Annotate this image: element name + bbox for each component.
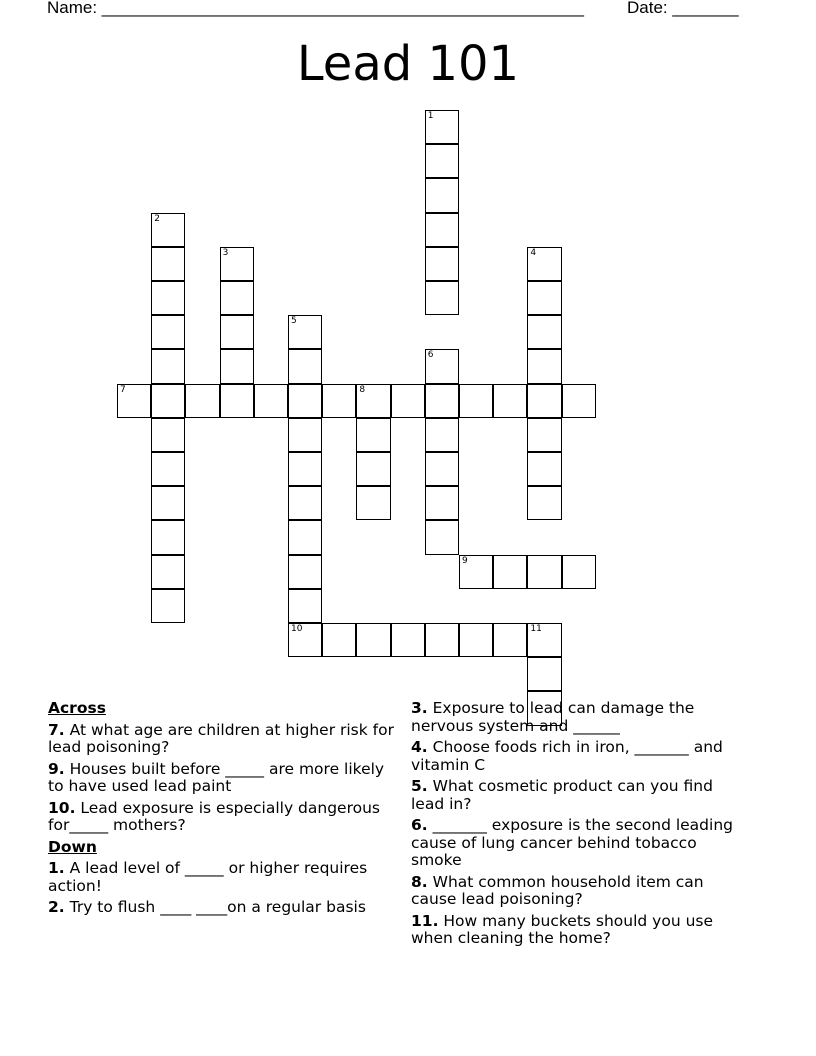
clue-number: 3. [411, 699, 428, 717]
clue-number-label: 4 [530, 247, 537, 258]
grid-cell[interactable] [151, 452, 185, 486]
clue-down-3 [411, 700, 741, 735]
puzzle-title: Lead 101 [296, 36, 520, 92]
grid-cell[interactable] [356, 384, 390, 418]
grid-cell[interactable] [527, 555, 561, 589]
clue-number: 8. [411, 872, 428, 891]
grid-cell[interactable] [288, 384, 322, 418]
grid-cell[interactable] [322, 623, 356, 657]
date-field: Date: _______ [627, 0, 739, 17]
clue-down-6 [411, 817, 741, 870]
down-heading: Down [48, 837, 97, 856]
grid-cell[interactable] [220, 281, 254, 315]
clue-text: What cosmetic product can you find lead in? [411, 777, 713, 813]
clue-text: At what age are children at higher risk for lead poisoning? [48, 720, 394, 756]
grid-cell[interactable] [151, 486, 185, 520]
grid-cell[interactable] [425, 452, 459, 486]
clue-text: Try to flush ____ ____on a regular basis [69, 898, 366, 916]
grid-cell[interactable] [220, 384, 254, 418]
clue-number-label: 2 [154, 213, 160, 224]
grid-cell[interactable] [151, 418, 185, 452]
grid-cell[interactable] [527, 452, 561, 486]
clue-number: 9. [48, 759, 65, 778]
clue-text: _______ exposure is the second leading cause of lung cancer behind tobacco smoke [411, 816, 733, 869]
clue-text: How many buckets should you use when cleaning the home? [411, 911, 714, 947]
grid-cell[interactable] [493, 623, 527, 657]
grid-cell[interactable] [425, 281, 459, 315]
clue-down-8 [411, 874, 741, 909]
grid-cell[interactable] [459, 384, 493, 418]
grid-cell[interactable] [527, 623, 561, 657]
grid-cell[interactable] [288, 418, 322, 452]
clue-number-label: 3 [222, 247, 229, 258]
grid-cell[interactable] [288, 452, 322, 486]
name-field: Name: ___________________________________________________ [47, 0, 584, 17]
grid-cell[interactable] [151, 384, 185, 418]
grid-cell[interactable] [288, 349, 322, 383]
grid-cell[interactable] [288, 520, 322, 554]
grid-cell[interactable] [425, 213, 459, 247]
grid-cell[interactable] [425, 247, 459, 281]
grid-cell[interactable] [288, 623, 322, 657]
grid-cell[interactable] [151, 213, 185, 247]
clue-text: Houses built before _____ are more likely to have used lead paint [48, 759, 385, 795]
clue-number-label: 8 [359, 384, 366, 395]
grid-cell[interactable] [288, 589, 322, 623]
clue-number: 11. [411, 911, 439, 930]
grid-cell[interactable] [493, 384, 527, 418]
grid-cell[interactable] [527, 384, 561, 418]
grid-cell[interactable] [220, 349, 254, 383]
clue-down-1 [48, 860, 398, 895]
clue-number: 5. [411, 777, 428, 795]
grid-cell[interactable] [459, 555, 493, 589]
clue-number: 4. [411, 738, 428, 756]
grid-cell[interactable] [527, 281, 561, 315]
grid-cell[interactable] [288, 486, 322, 520]
clue-number-label: 7 [120, 384, 126, 395]
clue-across-7 [48, 722, 398, 757]
clue-number-label: 10 [291, 624, 303, 634]
grid-cell[interactable] [220, 247, 254, 281]
grid-cell[interactable] [425, 178, 459, 212]
grid-cell[interactable] [527, 247, 561, 281]
grid-cell[interactable] [254, 384, 288, 418]
grid-cell[interactable] [185, 384, 219, 418]
grid-cell[interactable] [288, 555, 322, 589]
clue-down-11 [411, 913, 741, 948]
grid-cell[interactable] [151, 555, 185, 589]
grid-cell[interactable] [425, 349, 459, 383]
grid-cell[interactable] [527, 486, 561, 520]
clues-right-column [411, 700, 741, 952]
across-heading: Across [48, 699, 106, 717]
clue-down-2 [48, 899, 398, 917]
grid-cell[interactable] [425, 520, 459, 554]
clue-text: What common household item can cause lead poisoning? [411, 872, 704, 908]
grid-cell[interactable] [117, 384, 151, 418]
clue-down-4 [411, 739, 741, 774]
grid-cell[interactable] [527, 315, 561, 349]
clue-number-label: 6 [427, 350, 434, 361]
grid-cell[interactable] [220, 315, 254, 349]
grid-cell[interactable] [425, 144, 459, 178]
grid-cell[interactable] [356, 452, 390, 486]
clue-text: Exposure to lead can damage the nervous system and ______ [411, 699, 695, 735]
clue-across-10 [48, 800, 398, 835]
grid-cell[interactable] [151, 281, 185, 315]
grid-cell[interactable] [527, 349, 561, 383]
grid-cell[interactable] [288, 315, 322, 349]
grid-cell[interactable] [356, 623, 390, 657]
clue-text: A lead level of _____ or higher requires action! [48, 859, 368, 895]
grid-cell[interactable] [527, 657, 561, 691]
grid-cell[interactable] [425, 110, 459, 144]
grid-cell[interactable] [459, 623, 493, 657]
clue-number: 2. [48, 898, 65, 916]
clue-text: Lead exposure is especially dangerous for_____ mothers? [48, 798, 381, 834]
grid-cell[interactable] [425, 418, 459, 452]
grid-cell[interactable] [425, 623, 459, 657]
clue-number: 1. [48, 859, 65, 877]
grid-cell[interactable] [151, 349, 185, 383]
clue-number-label: 1 [427, 111, 434, 121]
grid-cell[interactable] [151, 247, 185, 281]
clues-left-column [48, 700, 398, 921]
grid-cell[interactable] [322, 384, 356, 418]
grid-cell[interactable] [151, 589, 185, 623]
grid-cell[interactable] [425, 486, 459, 520]
clue-text: Choose foods rich in iron, _______ and vitamin C [411, 738, 723, 774]
clue-across-9 [48, 761, 398, 796]
grid-cell[interactable] [527, 418, 561, 452]
grid-cell[interactable] [356, 418, 390, 452]
grid-cell[interactable] [562, 555, 596, 589]
clue-number-label: 11 [530, 624, 542, 634]
clue-number-label: 5 [291, 316, 297, 327]
clue-number: 10. [48, 798, 76, 817]
clue-down-5 [411, 778, 741, 813]
grid-cell[interactable] [391, 623, 425, 657]
grid-cell[interactable] [562, 384, 596, 418]
clue-number: 7. [48, 720, 65, 739]
grid-cell[interactable] [425, 384, 459, 418]
clue-number: 6. [411, 816, 428, 834]
grid-cell[interactable] [391, 384, 425, 418]
clue-number-label: 9 [462, 555, 468, 566]
grid-cell[interactable] [493, 555, 527, 589]
grid-cell[interactable] [151, 315, 185, 349]
grid-cell[interactable] [151, 520, 185, 554]
grid-cell[interactable] [356, 486, 390, 520]
